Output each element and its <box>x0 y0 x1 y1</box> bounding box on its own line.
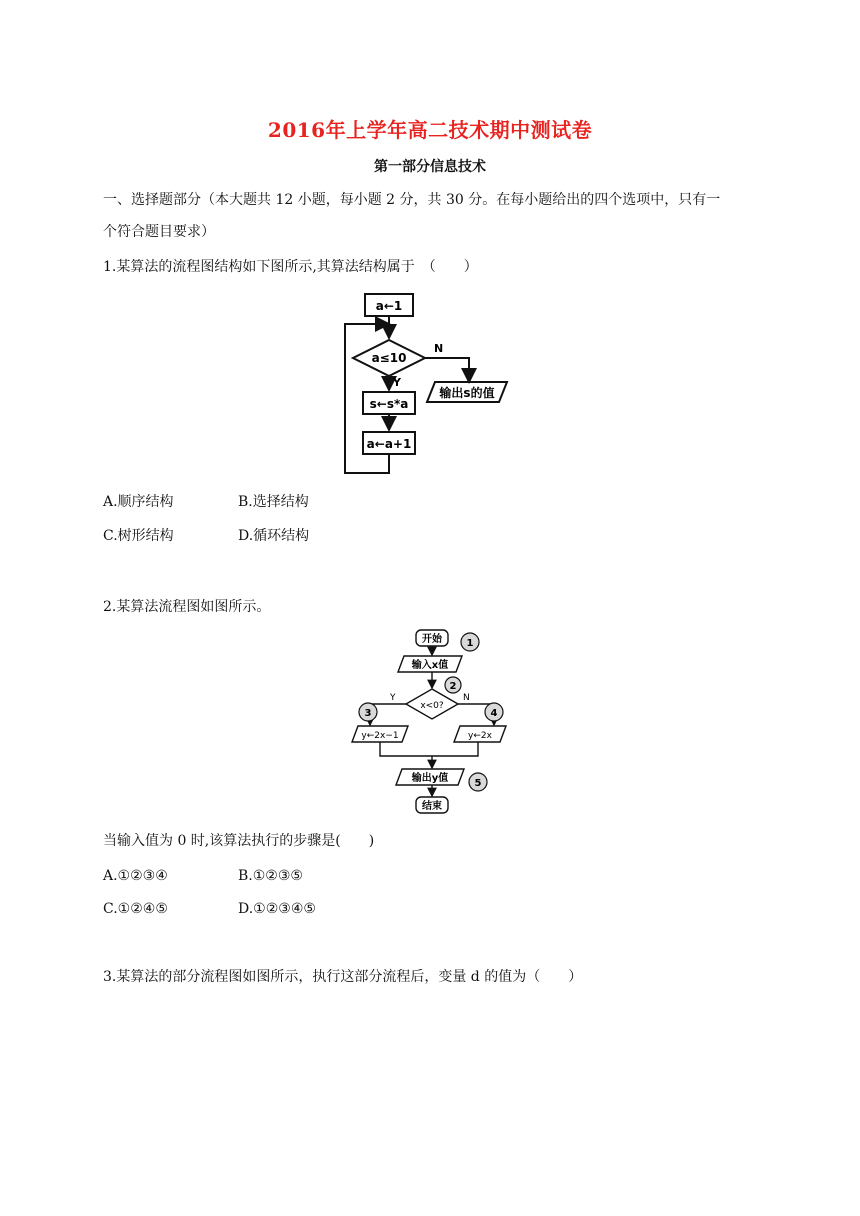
q2-stem: 2.某算法流程图如图所示。 <box>103 599 271 615</box>
q1-option-a: A.顺序结构 <box>103 494 174 510</box>
q2-option-c: C.①②④⑤ <box>103 901 168 917</box>
q3-stem: 3.某算法的部分流程图如图所示，执行这部分流程后，变量 d 的值为（ ） <box>103 969 583 985</box>
q2-option-d: D.①②③④⑤ <box>238 901 316 917</box>
q1-flowchart <box>335 288 535 478</box>
q2-right-label: y←2x <box>468 731 492 741</box>
q2-output-label: 输出y值 <box>411 773 449 784</box>
q2-question: 当输入值为 0 时,该算法执行的步骤是( ) <box>103 833 375 849</box>
q1-no-label: N <box>434 342 444 355</box>
section-intro-line2: 个符合题目要求） <box>103 224 215 240</box>
q2-marker-2-label: 2 <box>449 681 457 692</box>
q2-left-label: y←2x−1 <box>361 731 399 741</box>
q2-cond-label: x<0? <box>420 701 444 711</box>
q2-yes-label: Y <box>390 693 396 703</box>
q1-option-c: C.树形结构 <box>103 528 174 544</box>
q2-option-b: B.①②③⑤ <box>238 868 303 884</box>
q1-yes-label: Y <box>393 376 401 389</box>
q1-cond-label: a≤10 <box>371 351 407 365</box>
q1-output-label: 输出s的值 <box>439 386 495 400</box>
q2-no-label: N <box>463 693 470 703</box>
q2-marker-4-label: 4 <box>490 708 498 719</box>
q2-option-a: A.①②③④ <box>103 868 168 884</box>
q1-init-label: a←1 <box>375 299 403 313</box>
q2-marker-3-label: 3 <box>364 708 372 719</box>
page-title: 2016年上学年高二技术期中测试卷 <box>267 118 593 142</box>
part-heading: 第一部分信息技术 <box>374 159 486 175</box>
q2-marker-5-label: 5 <box>474 778 482 789</box>
q2-end-label: 结束 <box>422 801 442 812</box>
q1-step2-label: a←a+1 <box>366 437 412 451</box>
q1-step1-label: s←s*a <box>369 397 409 411</box>
section-intro-line1: 一、选择题部分（本大题共 12 小题，每小题 2 分，共 30 分。在每小题给出的四个选项中，只有一 <box>103 192 721 208</box>
q2-input-label: 输入x值 <box>411 660 449 671</box>
q1-stem: 1.某算法的流程图结构如下图所示,其算法结构属于 （ ） <box>103 259 478 275</box>
q2-start-label: 开始 <box>422 634 442 645</box>
q2-marker-1-label: 1 <box>466 638 474 649</box>
q2-flowchart <box>350 626 520 820</box>
q1-option-d: D.循环结构 <box>238 528 310 544</box>
q1-option-b: B.选择结构 <box>238 494 309 510</box>
